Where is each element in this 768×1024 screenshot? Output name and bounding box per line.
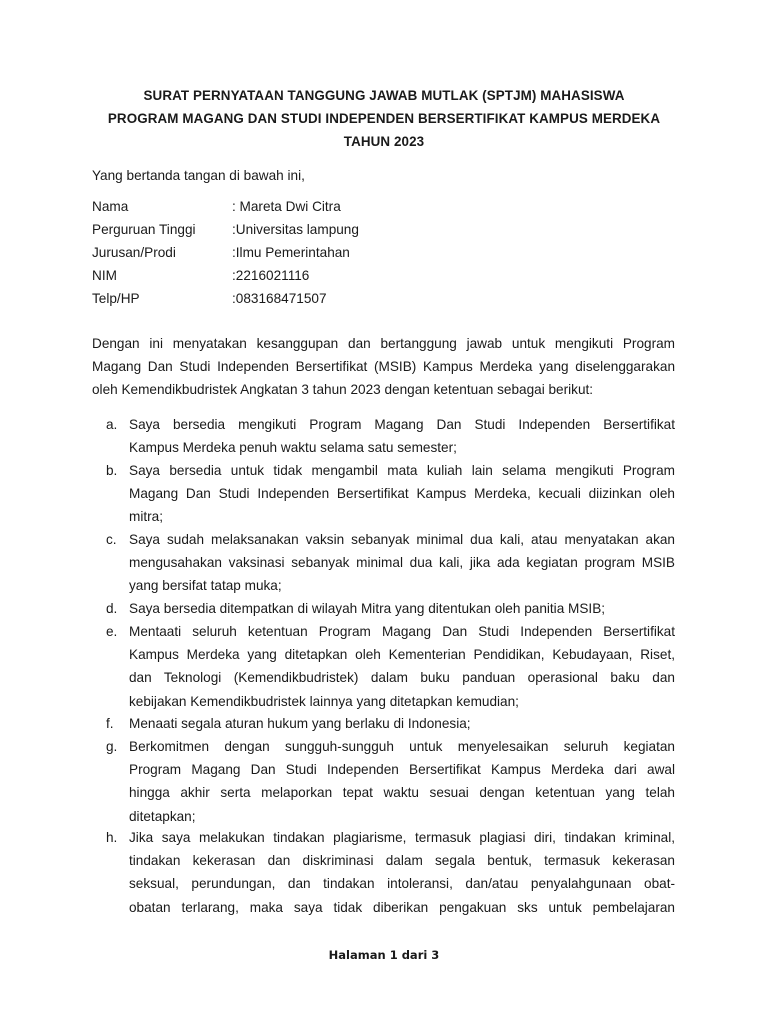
list-item-line: yang bersifat tatap muka; xyxy=(129,578,282,594)
list-item-line: dan Teknologi (Kemendikbudristek) dalam buku panduan operasional baku dan xyxy=(129,670,675,686)
list-item xyxy=(92,712,675,735)
list-item-line: Program Magang Dan Studi Independen Bersertifikat Kampus Merdeka dari awal xyxy=(129,762,675,778)
list-item xyxy=(92,597,675,620)
list-item-line: Saya sudah melaksanakan vaksin sebanyak minimal dua kali, atau menyatakan akan xyxy=(129,532,675,547)
statement-paragraph xyxy=(92,332,675,402)
list-marker: f. xyxy=(106,716,114,731)
list-item-line: tindakan kekerasan dan diskriminasi dalam segala bentuk, termasuk kekerasan xyxy=(129,853,675,869)
list-item xyxy=(92,413,675,459)
identity-value: :Ilmu Pemerintahan xyxy=(232,245,350,260)
list-item-line: Saya bersedia mengikuti Program Magang Dan Studi Independen Bersertifikat xyxy=(129,417,675,432)
identity-label: Jurusan/Prodi xyxy=(92,245,176,260)
list-item-line: mitra; xyxy=(129,509,163,525)
list-item-line: mengusahakan vaksinasi sebanyak minimal dua kali, jika ada kegiatan program MSIB xyxy=(129,555,675,571)
list-item xyxy=(92,620,675,713)
identity-label: NIM xyxy=(92,268,117,283)
document-title-line-1: SURAT PERNYATAAN TANGGUNG JAWAB MUTLAK (SPTJM) MAHASISWA xyxy=(143,88,625,103)
list-item-line: Jika saya melakukan tindakan plagiarisme, termasuk plagiasi diri, tindakan kriminal, xyxy=(129,830,675,845)
document-title-line-3: TAHUN 2023 xyxy=(343,134,425,149)
list-item-line: Saya bersedia untuk tidak mengambil mata kuliah lain selama mengikuti Program xyxy=(129,463,675,478)
list-marker: d. xyxy=(106,601,118,616)
list-marker: c. xyxy=(106,532,117,547)
list-item-line: Mentaati seluruh ketentuan Program Magang Dan Studi Independen Bersertifikat xyxy=(129,624,675,639)
list-item-line: seksual, perundungan, dan tindakan intoleransi, dan/atau penyalahgunaan obat- xyxy=(129,876,675,892)
list-item-line: obatan terlarang, maka saya tidak diberikan pengakuan sks untuk pembelajaran xyxy=(129,899,675,915)
identity-value: :Universitas lampung xyxy=(232,222,359,237)
page-number-footer: Halaman 1 dari 3 xyxy=(328,948,440,962)
statement-line: Dengan ini menyatakan kesanggupan dan bertanggung jawab untuk mengikuti Program xyxy=(92,336,675,351)
identity-label: Nama xyxy=(92,199,129,214)
statement-line: oleh Kemendikbudristek Angkatan 3 tahun 2023 dengan ketentuan sebagai berikut: xyxy=(92,382,594,398)
list-item xyxy=(92,528,675,598)
identity-value: :083168471507 xyxy=(232,291,327,306)
document-title-line-2: PROGRAM MAGANG DAN STUDI INDEPENDEN BERSERTIFIKAT KAMPUS MERDEKA xyxy=(107,111,661,126)
list-item-line: Kampus Merdeka penuh waktu selama satu semester; xyxy=(129,440,457,456)
intro-text: Yang bertanda tangan di bawah ini, xyxy=(92,168,305,183)
list-item-line: Kampus Merdeka yang ditetapkan oleh Kementerian Pendidikan, Kebudayaan, Riset, xyxy=(129,647,675,663)
list-item-line: kebijakan Kemendikbudristek lainnya yang ditetapkan kemudian; xyxy=(129,693,519,709)
list-item-line: hingga akhir serta melaporkan tepat waktu sesuai dengan ketentuan yang telah xyxy=(129,785,675,801)
list-marker: a. xyxy=(106,417,118,432)
list-item xyxy=(92,459,675,529)
identity-label: Telp/HP xyxy=(92,291,140,306)
list-item-line: Saya bersedia ditempatkan di wilayah Mitra yang ditentukan oleh panitia MSIB; xyxy=(129,601,606,616)
identity-value: : Mareta Dwi Citra xyxy=(232,199,341,214)
identity-label: Perguruan Tinggi xyxy=(92,222,196,237)
list-item-line: Magang Dan Studi Independen Bersertifikat Kampus Merdeka, kecuali diizinkan oleh xyxy=(129,486,675,502)
list-item xyxy=(92,826,675,919)
list-marker: e. xyxy=(106,624,118,639)
list-item-line: ditetapkan; xyxy=(129,808,196,824)
list-item-line: Berkomitmen dengan sungguh-sungguh untuk menyelesaikan seluruh kegiatan xyxy=(129,739,675,754)
list-item-line: Menaati segala aturan hukum yang berlaku di Indonesia; xyxy=(129,716,471,731)
list-item xyxy=(92,735,675,828)
list-marker: g. xyxy=(106,739,118,754)
list-marker: h. xyxy=(106,830,118,845)
list-marker: b. xyxy=(106,463,118,478)
statement-line: Magang Dan Studi Independen Bersertifikat (MSIB) Kampus Merdeka yang diselenggarakan xyxy=(92,359,675,375)
identity-value: :2216021116 xyxy=(232,268,310,283)
